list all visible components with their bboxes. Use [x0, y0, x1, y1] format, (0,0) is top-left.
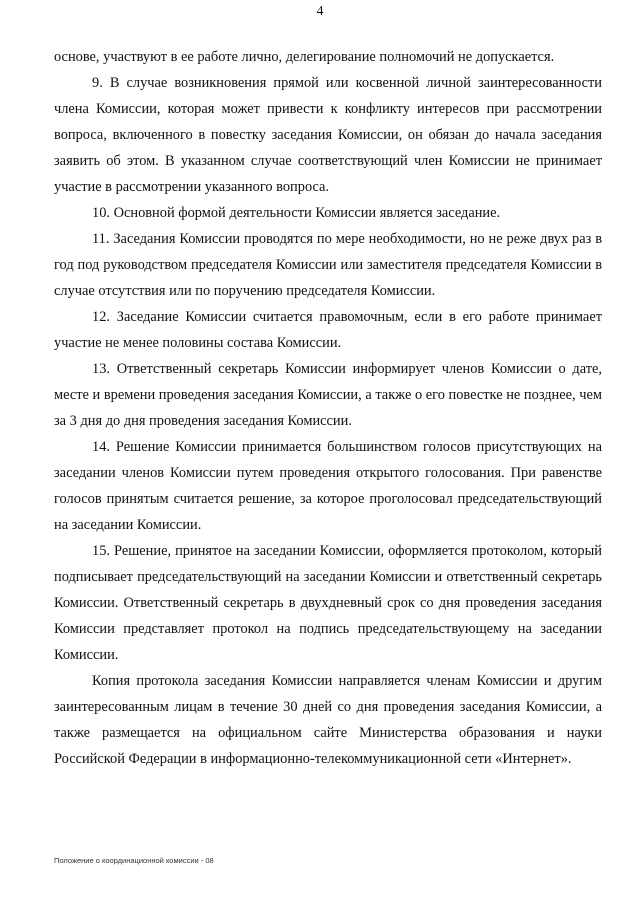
paragraph-protocol-copy: Копия протокола заседания Комиссии направляется членам Комиссии и другим заинтересованным лицам в течение 30 дней со дня проведения заседания Комиссии, а также размещается на официальном сайте Министерства образования и науки Российской Федерации в информационно-телекоммуникационной сети «Интернет». [54, 673, 602, 767]
document-body [54, 44, 602, 772]
paragraph-continuation: основе, участвуют в ее работе лично, делегирование полномочий не допускается. [54, 49, 555, 65]
paragraph-item-9: 9. В случае возникновения прямой или косвенной личной заинтересованности члена Комиссии, которая может привести к конфликту интересов при рассмотрении вопроса, включенного в повестку заседания Комиссии, он обязан до начала заседания заявить об этом. В указанном случае соответствующий член Комиссии не принимает участие в рассмотрении указанного вопроса. [54, 75, 602, 195]
paragraph-item-12: 12. Заседание Комиссии считается правомочным, если в его работе принимает участие не менее половины состава Комиссии. [54, 309, 602, 351]
page-number: 4 [316, 4, 324, 19]
paragraph-item-11: 11. Заседания Комиссии проводятся по мере необходимости, но не реже двух раз в год под руководством председателя Комиссии или заместителя председателя Комиссии в случае отсутствия или по поручению председателя Комиссии. [54, 231, 602, 299]
paragraph-item-13: 13. Ответственный секретарь Комиссии информирует членов Комиссии о дате, месте и времени проведения заседания Комиссии, а также о его повестке не позднее, чем за 3 дня до дня проведения заседания Комиссии. [54, 361, 602, 429]
paragraph-item-15: 15. Решение, принятое на заседании Комиссии, оформляется протоколом, который подписывает председательствующий на заседании Комиссии и ответственный секретарь Комиссии. Ответственный секретарь в двухдневный срок со дня проведения заседания Комиссии представляет протокол на подпись председательствующему на заседании Комиссии. [54, 543, 602, 663]
paragraph-item-14: 14. Решение Комиссии принимается большинством голосов присутствующих на заседании членов Комиссии путем проведения открытого голосования. При равенстве голосов принятым считается решение, за которое проголосовал председательствующий на заседании Комиссии. [54, 439, 602, 533]
paragraph-item-10: 10. Основной формой деятельности Комиссии является заседание. [92, 205, 501, 221]
footer-document-name: Положение о координационной комиссии - 08 [54, 856, 214, 865]
